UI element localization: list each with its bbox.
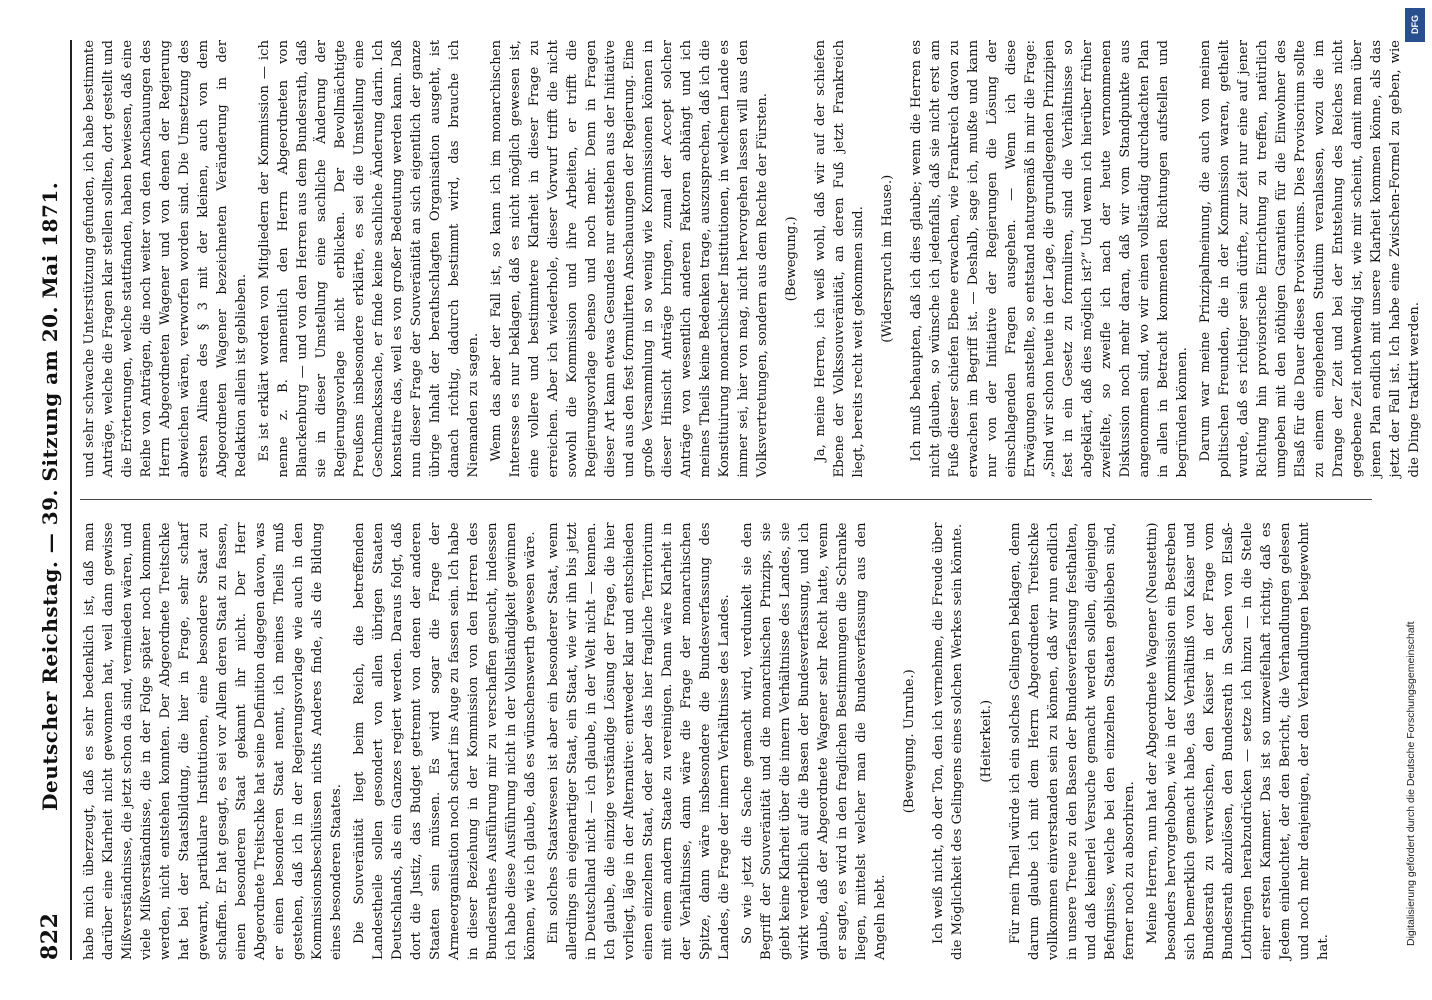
paragraph: Für mein Theil würde ich ein solches Gelingen beklagen, denn darum glaube ich mit dem Herrn Abgeordneten Treitschke vollkommen einverstanden sein zu können, daß wir nun endlich in unsere Treue zu den Basen der Bundesverfassung festhalten, und daß keinerlei Versuche gemacht werden sollen, diejenigen Befugnisse, welche bei den einzelnen Staaten geblieben sind, ferner noch zu absorbiren. [1008,522,1137,960]
header-rule [70,40,72,960]
stage-direction: (Bewegung.) [784,216,799,302]
paragraph: Wenn das aber der Fall ist, so kann ich im monarchischen Interesse es nur beklagen, daß es nicht möglich gewesen ist, eine vollere und bestimmtere Klarheit in dieser Frage zu erreichen. Aber ich wiederhole, dieser Vorwurf trifft die nicht sowohl die Kommission und ihre Arbeiten, er trifft die Regierungsvorlage ebenso und noch mehr. Denn in Fragen dieser Art kann etwas Gesundes nur entstehen aus der Initiative und aus den fest formulirten Anschauungen der Regierung. Eine große Versammlung in so wenig wie Kommissionen können in dieser Hinsicht Anträge bringen, zumal der Accept solcher Anträge von wesentlich anderen Faktoren abhängt und ich meines Theils keine Bedenken trage, auszusprechen, daß ich die Konstituirung monarchischer Institutionen, in welchem Lande es immer sei, hier von mag, nicht hervorgehen lassen will aus den Volksvertretungen, sondern aus dem Rechte der Fürsten. [489,40,770,478]
stage-direction: (Widerspruch im Hause.) [880,174,895,343]
dfg-logo: DFG [1405,8,1425,42]
right-column [80,40,1422,478]
paragraph: Ja, meine Herren, ich weiß wohl, daß wir auf der schiefen Ebene der Volkssouveränität, an deren Fuß jetzt Frankreich liegt, bereits recht weit gekommen sind. [813,40,866,478]
paragraph: Ich weiß nicht, ob der Ton, den ich vernehme, die Freude über die Möglichkeit des Gelingens eines solchen Werkes sein könnte. [931,522,965,960]
paragraph: habe mich überzeugt, daß es sehr bedenklich ist, daß man darüber eine Klarheit nicht gewonnen hat, weil dann gewisse Mißverständnisse, die jetzt schon da sind, vermieden wären, und viele Mißverständnisse, die in der Folge später noch kommen werden, nicht entstehen konnten. Der Abgeordnete Treitschke hat bei der Staatsbildung, die hier in Frage, sehr scharf gewarnt, partikulare Institutionen, eine besondere Staat zu schaffen. Er hat gesagt, es sei vor Allem deren Staat zu fassen, einen besonderen Staat gekannt ihr nicht. Der Herr Abgeordnete Treitschke hat seine Definition dagegen davon, was er einen besonderen Staat nennt, ich meines Theils muß gestehen, daß ich in der Regierungsvorlage wie auch in den Kommissionsbeschlüssen nichts Anderes finde, als die Bildung eines besonderen Staates. [82,522,344,960]
left-column [80,523,1372,961]
paragraph: Darum war meine Prinzipalmeinung, die auch von meinen politischen Freunden, die in der Kommission waren, getheilt wurde, daß es richtiger sein dürfte, zur Zeit nur eine auf jener Richtung hin provisorische Einrichtung zu treffen, natürlich umgeben mit den nöthigen Garantien für die Einwohner des Elsaß für die Dauer dieses Provisoriums. Dies Provisorium sollte zu einem eingehenden Studium veranlassen, wozu die im Drange der Zeit und bei der Entstehung des Reiches nicht gegebene Zeit nothwendig ist, wie mir scheint, damit man über jenen Plan endlich mit unsere Klarheit kommen könne, als das jetzt der Fall ist. Ich habe eine Zwischen-Formel zu geben, wie die Dinge traktirt werden. [1198,40,1422,478]
stage-direction: (Bewegung. Unruhe.) [902,669,917,814]
paragraph: und sehr schwache Unterstützung gefunden, ich habe bestimmte Anträge, welche die Fragen klar stellen sollten, dort gestellt und die Erörterungen, welche stattfanden, haben bewiesen, daß eine Reihe von Anträgen, die noch weiter von den Anschauungen des Herrn Abgeordneten Wagener und von denen der Regierung abweichen wären, verworfen worden sind. Die Umsetzung des ersten Alinea des § 3 mit der kleinen, auch von dem Abgeordneten Wagener bezeichneten Veränderung in der Redaktion allein ist geblieben. [82,40,249,478]
running-title: Deutscher Reichstag. — 39. Sitzung am 20. Mai 1871. [38,181,62,811]
paragraph: Es ist erklärt worden von Mitgliedern der Kommission — ich nenne z. B. namentlich den Herrn Abgeordneten von Blanckenburg — und von den Herren aus dem Bundesrath, daß sie in dieser Umstellung eine sachliche Änderung der Regierungsvorlage nicht erblicken. Der Bevollmächtigte Preußens insbesondere erklärte, es sei die Umstellung eine Geschmackssache, er finde keine sachliche Änderung darin. Ich konstatire das, weil es von großer Bedeutung werden kann. Daß nun dieser Frage der Souveränität an sich eigentlich der ganze übrige Inhalt der berathschlagten Organisation ausgeht, ist danach richtig, dadurch bestimmt wird, das brauche ich Niemanden zu sagen. [257,40,481,478]
digitization-credit: Digitalisierung gefördert durch die Deutsche Forschungsgemeinschaft [1405,621,1417,946]
column-divider [80,500,1372,501]
running-head [32,40,68,960]
paragraph: So wie jetzt die Sache gemacht wird, verdunkelt sie den Begriff der Souveränität und die monarchischen Prinzips, sie giebt keine Klarheit über die innern Verhältnisse des Landes, sie wirkt verderblich auf die Basen der Bundesverfassung, und ich glaube, daß der Abgeordnete Wagener sehr Recht hatte, wenn er sagte, es wird in den fraglichen Bestimmungen die Schranke liegen, mittelst welcher man die Bundesverfassung aus den Angeln hebt. [740,522,888,960]
page-number: 822 [37,912,63,960]
paragraph: Die Souveränität liegt beim Reich, die betreffenden Landestheile sollen gesondert von allen übrigen Staaten Deutschlands, als ein Ganzes regiert werden. Daraus folgt, daß dort die Justiz, das Budget getrennt von denen der anderen Staaten sein müssen. Es wird sogar die Frage der Armeeorganisation noch scharf ins Auge zu fassen sein. Ich habe in dieser Beziehung in der Kommission von den Herren des Bundesrathes Ausführung mir zu verschaffen gesucht, indessen ich habe diese Ausführung nicht in der Vollständigkeit gewinnen können, wie ich glaube, daß es wünschenswerth gewesen wäre. [352,522,538,960]
paragraph: Meine Herren, nun hat der Abgeordnete Wagener (Neustettin) besonders hervorgehoben, wie in der Kommission ein Bestreben sich bemerklich gemacht habe, das Verhältniß von Kaiser und Bundesrath zu verwischen, den Kaiser in der Frage vom Bundesrath abzulösen, den Bundesrath in Sachen von Elsaß-Lothringen herabzudrücken — setze ich hinzu — in die Stelle einer ersten Kammer. Das ist so unzweifelhaft richtig, daß es Jedem einleuchtet, der den Bericht, die Verhandlungen gelesen und noch mehr denjenigen, der den Verhandlungen beigewohnt hat. [1145,522,1331,960]
paragraph: Ein solches Staatswesen ist aber ein besonderer Staat, wenn allerdings ein eigenartiger Staat, ein Staat, wie wir ihn bis jetzt in Deutschland nicht — ich glaube, in der Welt nicht — kennen. Ich glaube, die einzige verständige Lösung der Frage, die hier vorliegt, läge in der Alternative: entweder klar und entschieden einen einzelnen Staat, oder aber das hier fragliche Territorium mit einem andern Staate zu vereinigen. Dann wäre Klarheit in der Verhältnisse, dann wäre die Frage der monarchischen Spitze, dann wäre insbesondere die Bundesverfassung des Landes, die Frage der innern Verhältnisse des Landes. [546,522,732,960]
stage-direction: (Heiterkeit.) [979,699,994,783]
paragraph: Ich muß behaupten, daß ich dies glaube; wenn die Herren es nicht glauben, so wünsche ich jedenfalls, daß sie nicht erst am Fuße dieser schiefen Ebene erwachen, wie Frankreich davon zu erwachen im Begriff ist. — Deshalb, sage ich, mußte und kann nur von der Initiative der Regierungen die Lösung der einschlagenden Fragen ausgehen. — Wenn ich diese Erwägungen anstellte, so entstand naturgemäß in mir die Frage: „Sind wir schon heute in der Lage, die grundlegenden Prinzipien fest in ein Gesetz zu formuliren, sind die Verhältnisse so abgeklärt, daß dies möglich ist?“ Und wenn ich hierüber früher zweifelte, so zweifle ich nach der heute vernommenen Diskussion noch mehr daran, daß wir vom Standpunkte aus angenommen sind, wo wir einen vollständig durchdachten Plan in allen in Betracht kommenden Richtungen aufstellen und begründen können. [909,40,1190,478]
